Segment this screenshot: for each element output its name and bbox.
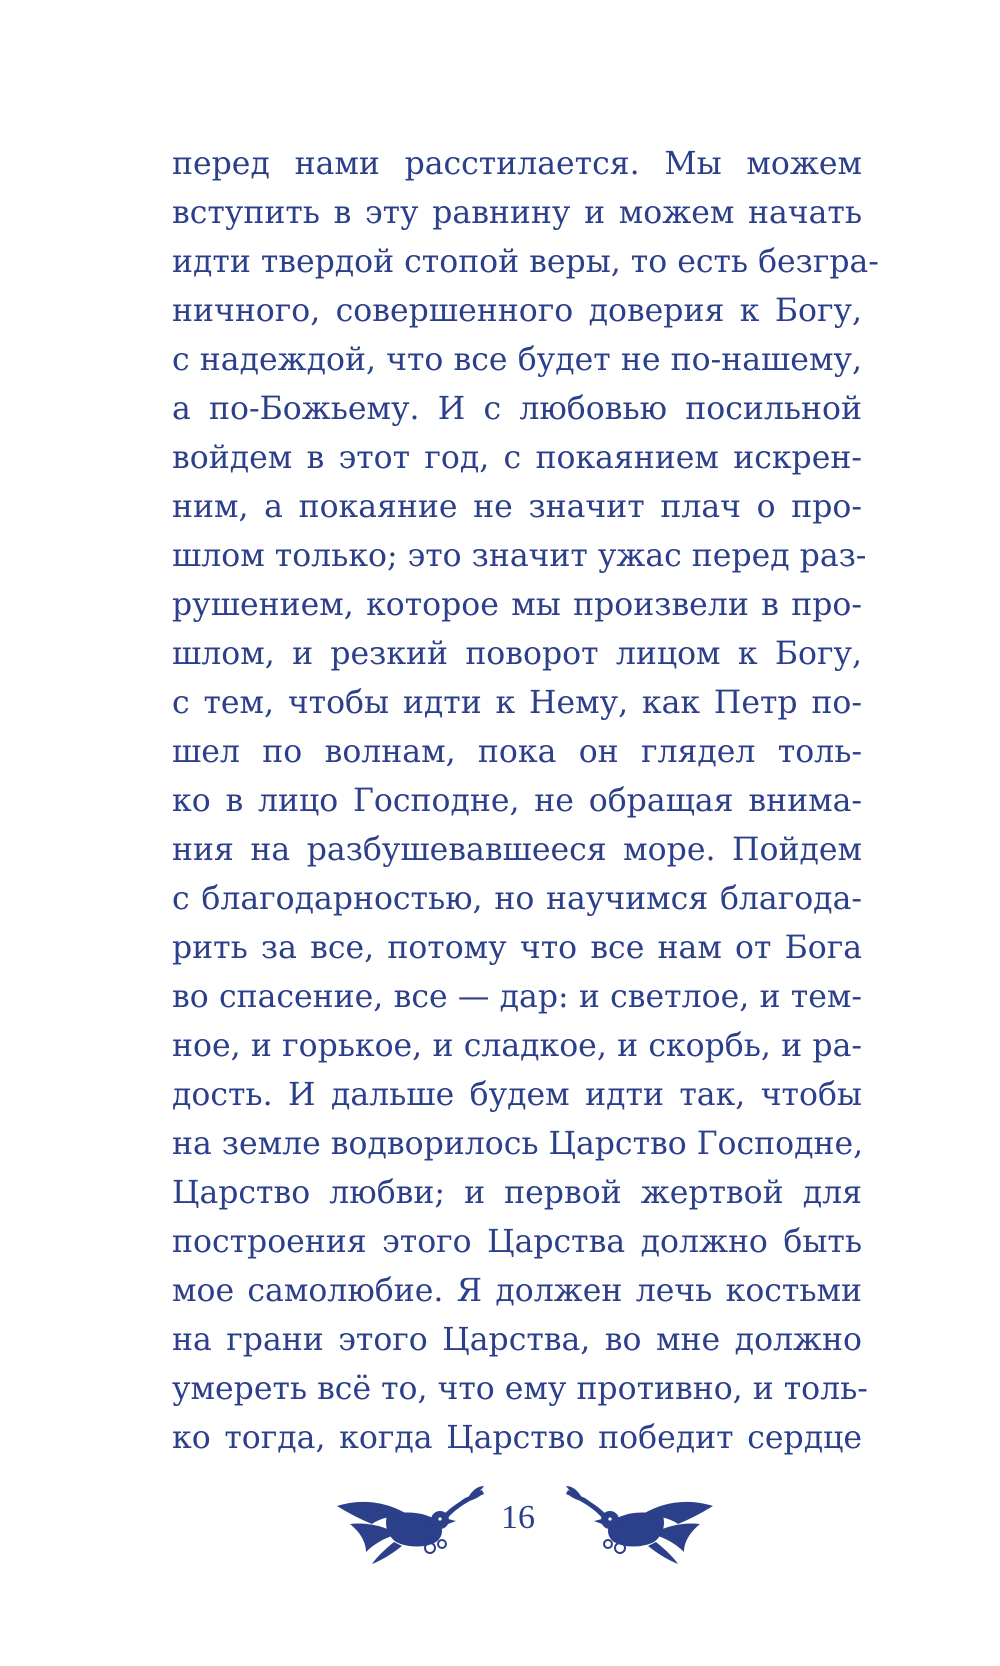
- text-line: умереть всё то, что ему противно, и толь-: [172, 1371, 868, 1407]
- text-line: ничного, совершенного доверия к Богу,: [172, 293, 862, 329]
- page-footer: [0, 1476, 1000, 1566]
- text-line: ния на разбушевавшееся море. Пойдем: [172, 832, 862, 868]
- text-line: шел по волнам, пока он глядел толь-: [172, 734, 862, 770]
- text-line: на земле водворилось Царство Господне,: [172, 1126, 864, 1162]
- text-line: вступить в эту равнину и можем начать: [172, 195, 862, 231]
- text-line: с надеждой, что все будет не по-нашему,: [172, 342, 862, 378]
- text-line: во спасение, все — дар: и светлое, и тем-: [172, 979, 862, 1015]
- text-line: с тем, чтобы идти к Нему, как Петр по-: [172, 685, 862, 721]
- text-line: шлом, и резкий поворот лицом к Богу,: [172, 636, 862, 672]
- text-line: рушением, которое мы произвели в про-: [172, 587, 862, 623]
- text-line: шлом только; это значит ужас перед раз-: [172, 538, 867, 574]
- body-text: [172, 140, 879, 1463]
- text-line: Царство любви; и первой жертвой для: [172, 1175, 862, 1211]
- text-line: ко в лицо Господне, не обращая внима-: [172, 783, 862, 819]
- text-line: дость. И дальше будем идти так, чтобы: [172, 1077, 862, 1113]
- dove-with-flower-icon: [332, 1476, 492, 1566]
- text-line: на грани этого Царства, во мне должно: [172, 1322, 862, 1358]
- text-line: а по-Божьему. И с любовью посильной: [172, 391, 862, 427]
- text-line: построения этого Царства должно быть: [172, 1224, 862, 1260]
- text-line: ко тогда, когда Царство победит сердце: [172, 1420, 862, 1456]
- dove-with-flower-icon: [558, 1476, 718, 1566]
- text-line: с благодарностью, но научимся благода-: [172, 881, 862, 917]
- text-line: ним, а покаяние не значит плач о про-: [172, 489, 862, 525]
- text-line: перед нами расстилается. Мы можем: [172, 146, 862, 182]
- page-number: 16: [501, 1499, 535, 1536]
- text-line: войдем в этот год, с покаянием искрен-: [172, 440, 862, 476]
- text-line: мое самолюбие. Я должен лечь костьми: [172, 1273, 862, 1309]
- text-line: рить за все, потому что все нам от Бога: [172, 930, 862, 966]
- text-line: ное, и горькое, и сладкое, и скорбь, и ра-: [172, 1028, 862, 1064]
- text-line: идти твердой стопой веры, то есть безгра-: [172, 244, 879, 280]
